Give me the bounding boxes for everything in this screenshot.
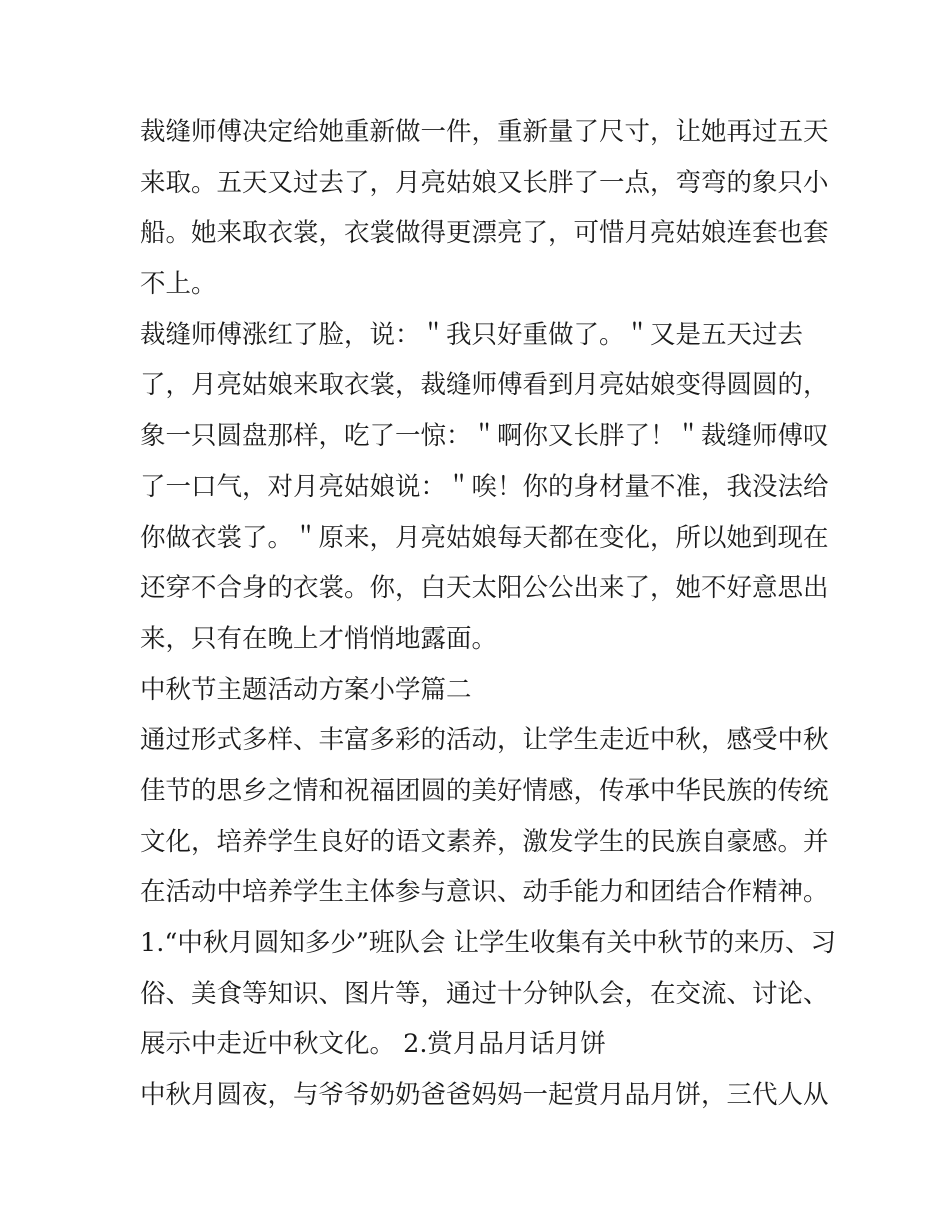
text-line: 展示中走近中秋文化。 2.赏月品月话月饼 [140,1029,606,1060]
text-line: 文化，培养学生良好的语文素养，激发学生的民族自豪感。并 [140,826,829,857]
text-line: 来取。五天又过去了，月亮姑娘又长胖了一点，弯弯的象只小 [140,167,829,198]
document-body [140,107,837,1121]
text-line: 在活动中培养学生主体参与意识、动手能力和团结合作精神。 [140,877,829,908]
text-line: 1.“中秋月圆知多少”班队会 让学生收集有关中秋节的来历、习 [140,928,837,958]
text-line: 你做衣裳了。＂原来，月亮姑娘每天都在变化，所以她到现在 [140,522,829,553]
text-line: 俗、美食等知识、图片等，通过十分钟队会，在交流、讨论、 [140,978,829,1009]
text-line: 不上。 [140,269,217,300]
text-line: 还穿不合身的衣裳。你，白天太阳公公出来了，她不好意思出 [140,573,829,604]
section-heading: 中秋节主题活动方案小学篇二 [140,674,472,705]
text-line: 通过形式多样、丰富多彩的活动，让学生走近中秋，感受中秋 [140,725,829,756]
text-line: 中秋月圆夜，与爷爷奶奶爸爸妈妈一起赏月品月饼，三代人从 [140,1080,829,1111]
text-line: 了，月亮姑娘来取衣裳，裁缝师傅看到月亮姑娘变得圆圆的， [140,370,829,401]
text-line: 了一口气，对月亮姑娘说：＂唉！你的身材量不准，我没法给 [140,471,829,502]
text-line: 裁缝师傅决定给她重新做一件，重新量了尺寸，让她再过五天 [140,117,829,147]
text-line: 来，只有在晚上才悄悄地露面。 [140,623,498,654]
text-line: 象一只圆盘那样，吃了一惊：＂啊你又长胖了！＂裁缝师傅叹 [140,421,829,452]
text-line: 裁缝师傅涨红了脸，说：＂我只好重做了。＂又是五天过去 [140,319,804,350]
text-line: 船。她来取衣裳，衣裳做得更漂亮了，可惜月亮姑娘连套也套 [140,218,829,249]
text-line: 佳节的思乡之情和祝福团圆的美好情感，传承中华民族的传统 [140,775,829,806]
